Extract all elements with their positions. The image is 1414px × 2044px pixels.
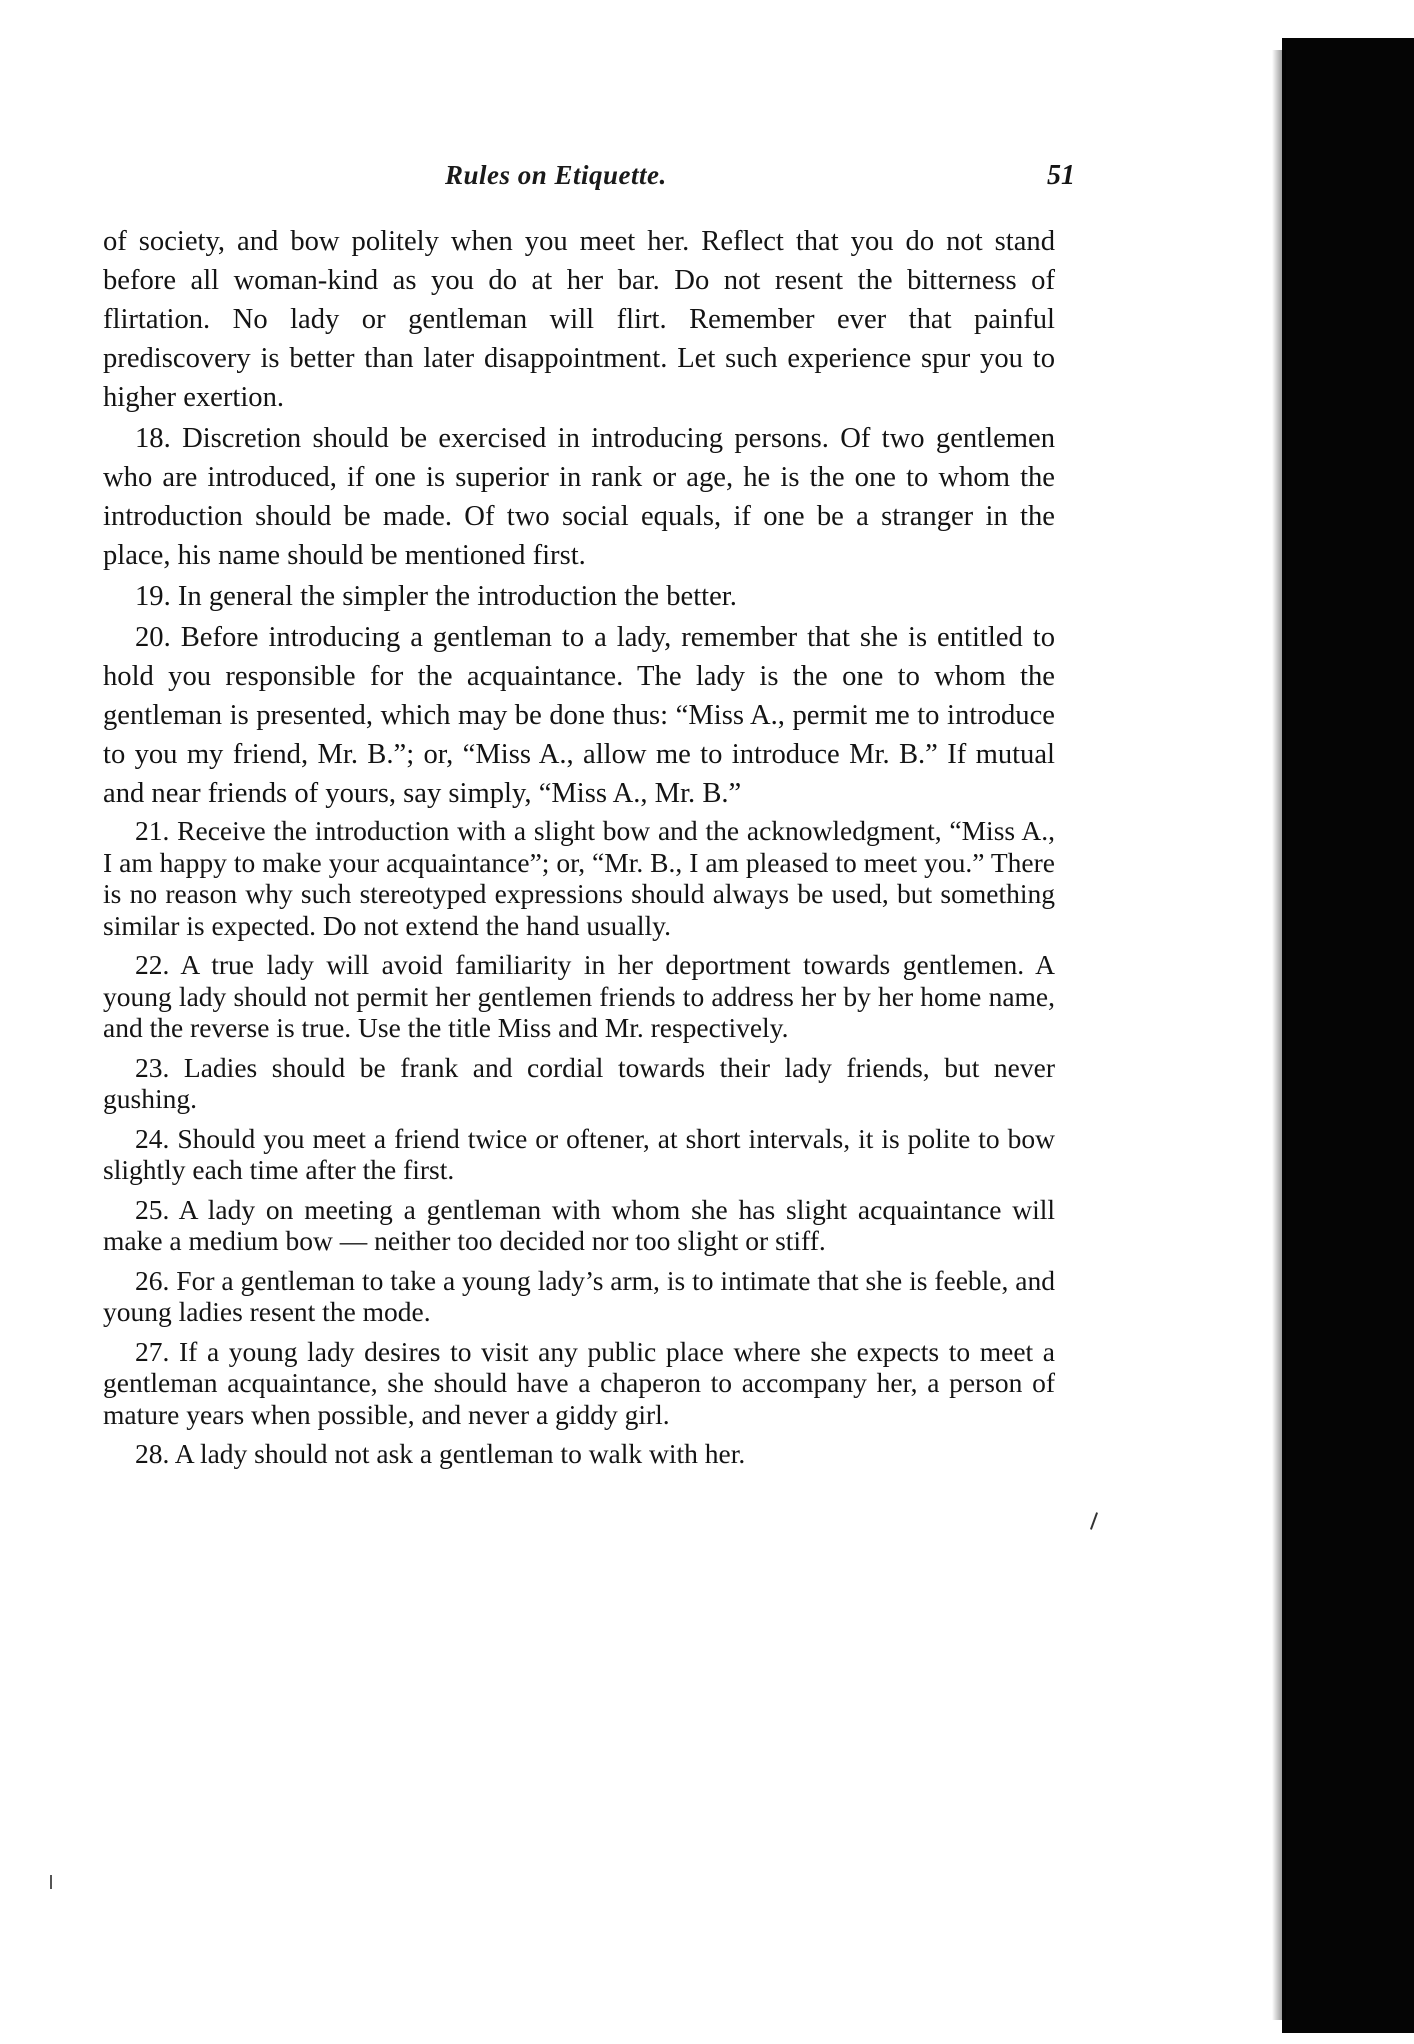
paragraph-rule-25: 25. A lady on meeting a gentleman with whom she has slight acquaintance will make a medium bow — neither too decided nor too slight or stiff. [103,1193,1055,1256]
paragraph-rule-20: 20. Before introducing a gentleman to a lady, remember that she is entitled to hold you responsible for the acquaintance. The lady is the one to whom the gentleman is presented, which may be done thus: “Miss A., permit me to introduce to you my friend, Mr. B.”; or, “Miss A., allow me to introduce Mr. B.” If mutual and near friends of yours, say simply, “Miss A., Mr. B.” [103,622,1055,809]
paragraph-rule-24: 24. Should you meet a friend twice or oftener, at short intervals, it is polite to bow slightly each time after the first. [103,1122,1055,1185]
paragraph-continuation: of society, and bow politely when you meet her. Reflect that you do not stand before all woman-kind as you do at her bar. Do not resent the bitterness of flirtation. No lady or gentleman will flirt. Remember ever that painful prediscovery is better than later disappointment. Let such experience spur you to higher exertion. [103,226,1055,413]
print-speck [50,1875,52,1889]
paragraph-rule-26: 26. For a gentleman to take a young lady’s arm, is to intimate that she is feeble, and young ladies resent the mode. [103,1264,1055,1327]
page-header [105,160,1075,200]
binding-gradient [1272,50,1286,2020]
page-number: 51 [1047,160,1075,191]
body-text [103,222,1055,1478]
paragraph-rule-19: 19. In general the simpler the introduction the better. [135,581,737,612]
paragraph-rule-18: 18. Discretion should be exercised in introducing persons. Of two gentlemen who are introduced, if one is superior in rank or age, he is the one to whom the introduction should be made. Of two social equals, if one be a stranger in the place, his name should be mentioned first. [103,423,1055,571]
print-speck [1090,1512,1098,1530]
paragraph-rule-21: 21. Receive the introduction with a slight bow and the acknowledgment, “Miss A., I am happy to make your acquaintance”; or, “Mr. B., I am pleased to meet you.” There is no reason why such stereotyped expressions should always be used, but something similar is expected. Do not extend the hand usually. [103,815,1055,941]
paragraph-rule-23: 23. Ladies should be frank and cordial towards their lady friends, but never gushing. [103,1051,1055,1114]
paragraph-rule-28: 28. A lady should not ask a gentleman to walk with her. [135,1438,746,1469]
running-head: Rules on Etiquette. [445,160,667,190]
binding-shadow [1282,38,1414,2033]
paragraph-rule-22: 22. A true lady will avoid familiarity in her deportment towards gentlemen. A young lady should not permit her gentlemen friends to address her by her home name, and the reverse is true. Use the title Miss and Mr. respectively. [103,949,1055,1043]
paragraph-rule-27: 27. If a young lady desires to visit any public place where she expects to meet a gentleman acquaintance, she should have a chaperon to accompany her, a person of mature years when possible, and never a giddy girl. [103,1335,1055,1430]
